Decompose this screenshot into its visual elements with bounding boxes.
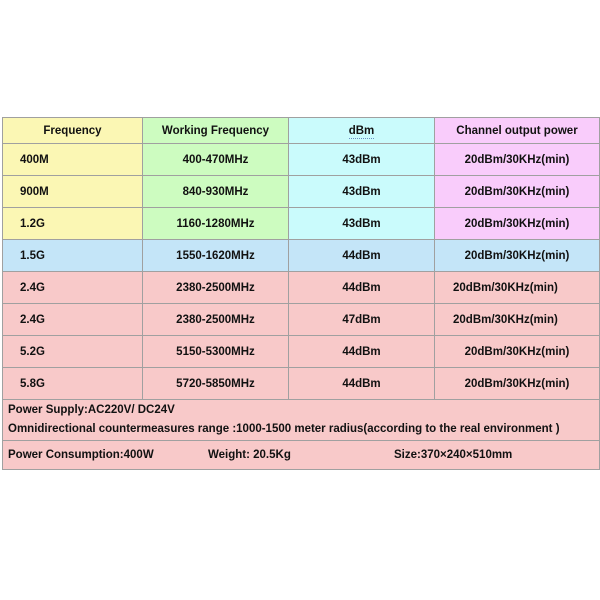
- table-row: [3, 208, 600, 240]
- cell-frequency: 2.4G: [3, 304, 143, 336]
- table-row: [3, 272, 600, 304]
- cell-power: 20dBm/30KHz(min): [435, 240, 600, 272]
- table-row: [3, 304, 600, 336]
- cell-frequency: 900M: [3, 176, 143, 208]
- cell-dbm: 43dBm: [289, 208, 435, 240]
- header-dbm: [289, 118, 435, 144]
- table-row: [3, 368, 600, 400]
- cell-dbm: 44dBm: [289, 368, 435, 400]
- cell-working-frequency: 1160-1280MHz: [143, 208, 289, 240]
- table-row: [3, 176, 600, 208]
- cell-power: 20dBm/30KHz(min): [435, 144, 600, 176]
- weight-text: Weight: 20.5Kg: [208, 449, 291, 461]
- cell-power: 20dBm/30KHz(min): [435, 208, 600, 240]
- power-supply-text: Power Supply:AC220V/ DC24V: [8, 404, 175, 416]
- info-row: [3, 400, 600, 441]
- cell-dbm: 43dBm: [289, 144, 435, 176]
- table-row: [3, 336, 600, 368]
- cell-frequency: 5.8G: [3, 368, 143, 400]
- cell-working-frequency: 2380-2500MHz: [143, 304, 289, 336]
- header-working-frequency: Working Frequency: [143, 118, 289, 144]
- table-header-row: [3, 118, 600, 144]
- power-consumption-text: Power Consumption:400W: [8, 449, 154, 461]
- cell-dbm: 44dBm: [289, 336, 435, 368]
- spec-table: [2, 117, 600, 470]
- cell-working-frequency: 2380-2500MHz: [143, 272, 289, 304]
- cell-power: 20dBm/30KHz(min): [435, 304, 600, 336]
- cell-dbm: 44dBm: [289, 240, 435, 272]
- cell-dbm: 44dBm: [289, 272, 435, 304]
- cell-frequency: 1.5G: [3, 240, 143, 272]
- cell-frequency: 400M: [3, 144, 143, 176]
- spec-sheet: [2, 117, 599, 470]
- cell-working-frequency: 400-470MHz: [143, 144, 289, 176]
- cell-power: 20dBm/30KHz(min): [435, 176, 600, 208]
- cell-dbm: 43dBm: [289, 176, 435, 208]
- cell-dbm: 47dBm: [289, 304, 435, 336]
- header-channel-output-power: Channel output power: [435, 118, 600, 144]
- footer-cell: [3, 441, 600, 470]
- cell-power: 20dBm/30KHz(min): [435, 272, 600, 304]
- info-cell: [3, 400, 600, 441]
- cell-working-frequency: 1550-1620MHz: [143, 240, 289, 272]
- range-text: Omnidirectional countermeasures range :1000-1500 meter radius(according to the real environment ): [8, 423, 560, 435]
- cell-working-frequency: 5150-5300MHz: [143, 336, 289, 368]
- cell-frequency: 2.4G: [3, 272, 143, 304]
- header-frequency: Frequency: [3, 118, 143, 144]
- header-dbm-label: dBm: [348, 124, 375, 137]
- cell-working-frequency: 840-930MHz: [143, 176, 289, 208]
- cell-power: 20dBm/30KHz(min): [435, 336, 600, 368]
- table-row: [3, 240, 600, 272]
- table-row: [3, 144, 600, 176]
- cell-working-frequency: 5720-5850MHz: [143, 368, 289, 400]
- cell-frequency: 1.2G: [3, 208, 143, 240]
- footer-row: [3, 441, 600, 470]
- cell-frequency: 5.2G: [3, 336, 143, 368]
- cell-power: 20dBm/30KHz(min): [435, 368, 600, 400]
- size-text: Size:370×240×510mm: [394, 449, 513, 461]
